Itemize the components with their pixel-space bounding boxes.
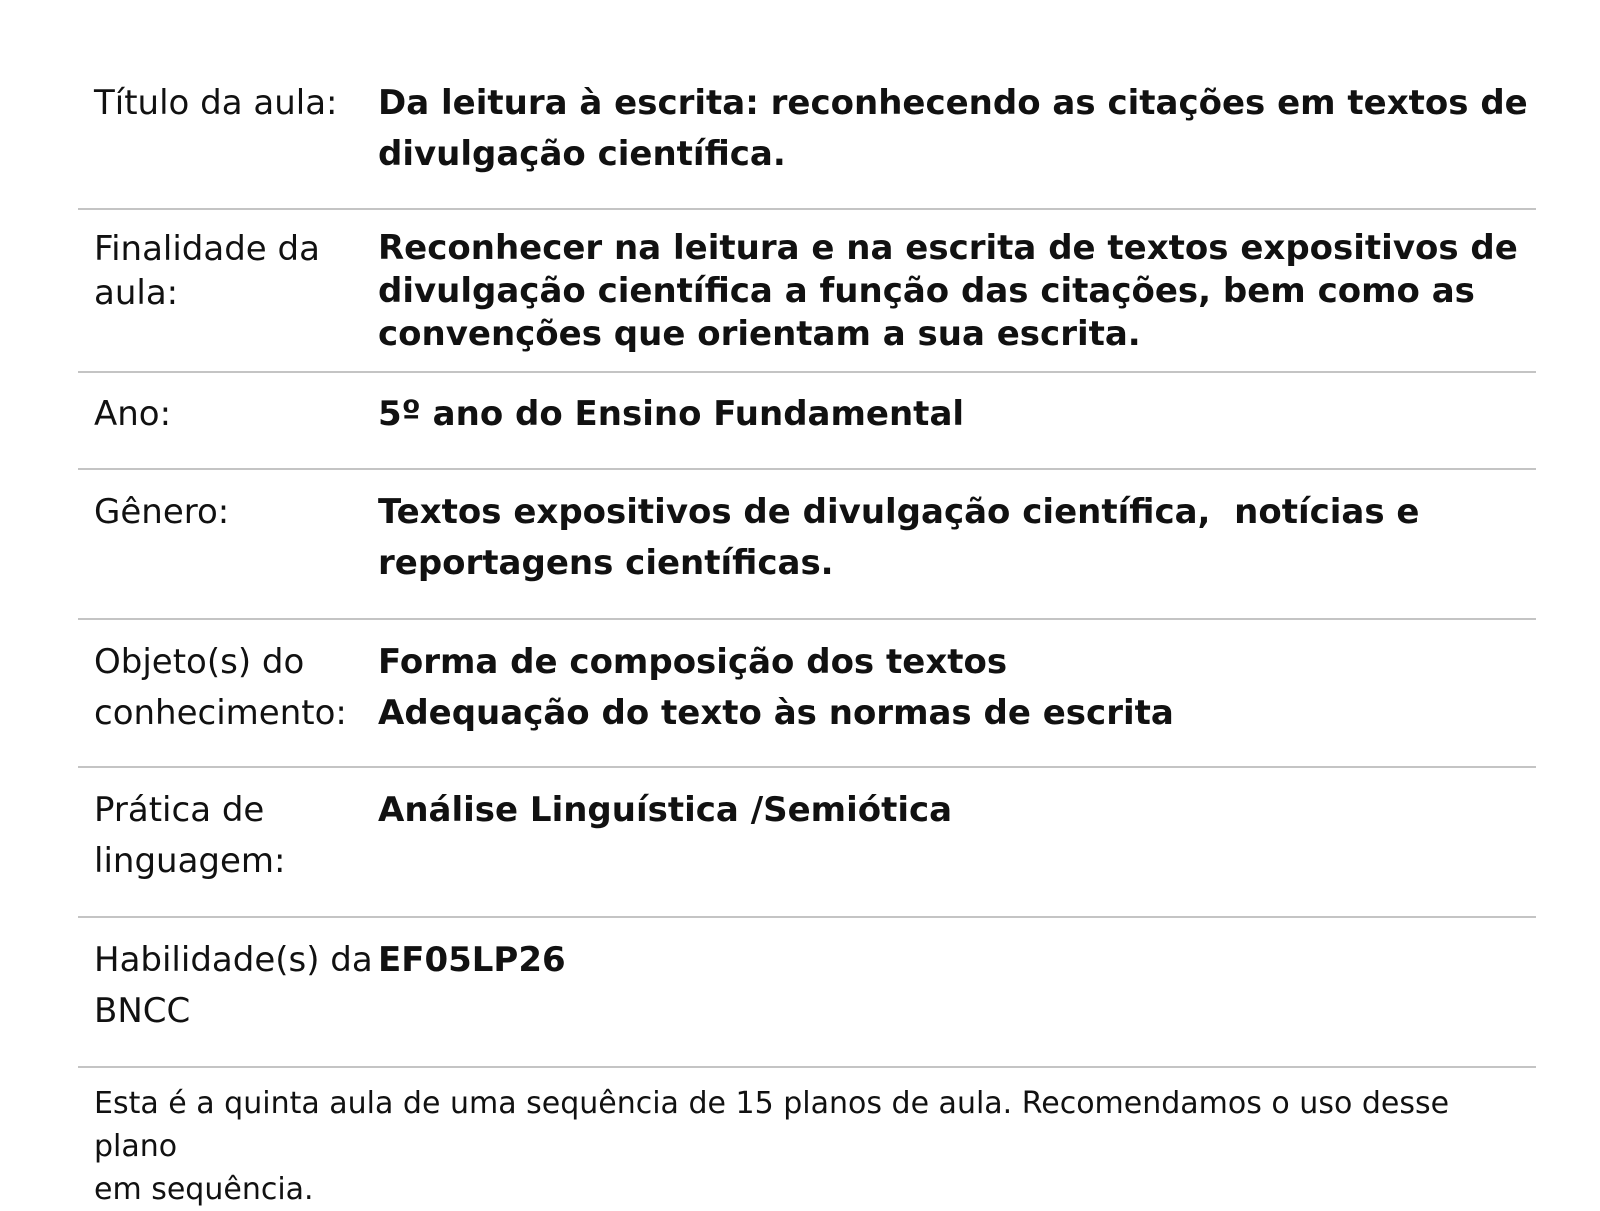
- value-line: divulgação científica.: [378, 134, 786, 174]
- label-line: Objeto(s) do: [94, 642, 305, 682]
- value-line: divulgação científica a função das citações, bem como as: [378, 271, 1475, 311]
- value-line: convenções que orientam a sua escrita.: [378, 314, 1141, 354]
- value-line: Da leitura à escrita: reconhecendo as citações em textos de: [378, 83, 1528, 123]
- row-value: [378, 935, 1536, 1066]
- label-line: linguagem:: [94, 841, 286, 881]
- row-habilidade: [78, 918, 1536, 1068]
- row-label: [78, 227, 378, 371]
- label-line: aula:: [94, 273, 179, 313]
- row-label: [78, 935, 378, 1066]
- row-label: [78, 785, 378, 916]
- sequence-note: [78, 1068, 1514, 1211]
- row-objeto: [78, 620, 1536, 768]
- value-line: Reconhecer na leitura e na escrita de textos expositivos de: [378, 228, 1518, 268]
- note-line: Esta é a quinta aula de uma sequência de 15 planos de aula. Recomendamos o uso desse plano: [94, 1086, 1450, 1164]
- value-line: EF05LP26: [378, 940, 566, 980]
- value-line: 5º ano do Ensino Fundamental: [378, 394, 965, 434]
- row-label: Gênero:: [94, 492, 230, 532]
- label-line: Prática de: [94, 790, 265, 830]
- label-line: conhecimento:: [94, 693, 347, 733]
- row-label: Ano:: [94, 394, 172, 434]
- row-finalidade: [78, 210, 1536, 373]
- value-line: Análise Linguística /Semiótica: [378, 790, 953, 830]
- row-value: [378, 785, 1536, 916]
- row-label: Título da aula:: [94, 83, 338, 123]
- label-line: Habilidade(s) da: [94, 940, 373, 980]
- row-value: [378, 487, 1536, 618]
- label-line: Finalidade da: [94, 229, 320, 269]
- value-line: Adequação do texto às normas de escrita: [378, 693, 1174, 733]
- row-genero: [78, 470, 1536, 620]
- row-value: [378, 78, 1536, 208]
- row-value: [378, 637, 1536, 766]
- row-pratica: [78, 768, 1536, 918]
- row-titulo: [78, 0, 1536, 210]
- label-line: BNCC: [94, 991, 191, 1031]
- value-line: reportagens científicas.: [378, 543, 834, 583]
- value-line: Forma de composição dos textos: [378, 642, 1008, 682]
- value-line: Textos expositivos de divulgação científica, notícias e: [378, 492, 1420, 532]
- note-line: em sequência.: [94, 1172, 314, 1207]
- row-value: [378, 389, 1536, 468]
- row-ano: [78, 373, 1536, 470]
- lesson-plan-table: [78, 0, 1536, 1211]
- row-value: [378, 227, 1536, 371]
- row-label: [78, 637, 378, 766]
